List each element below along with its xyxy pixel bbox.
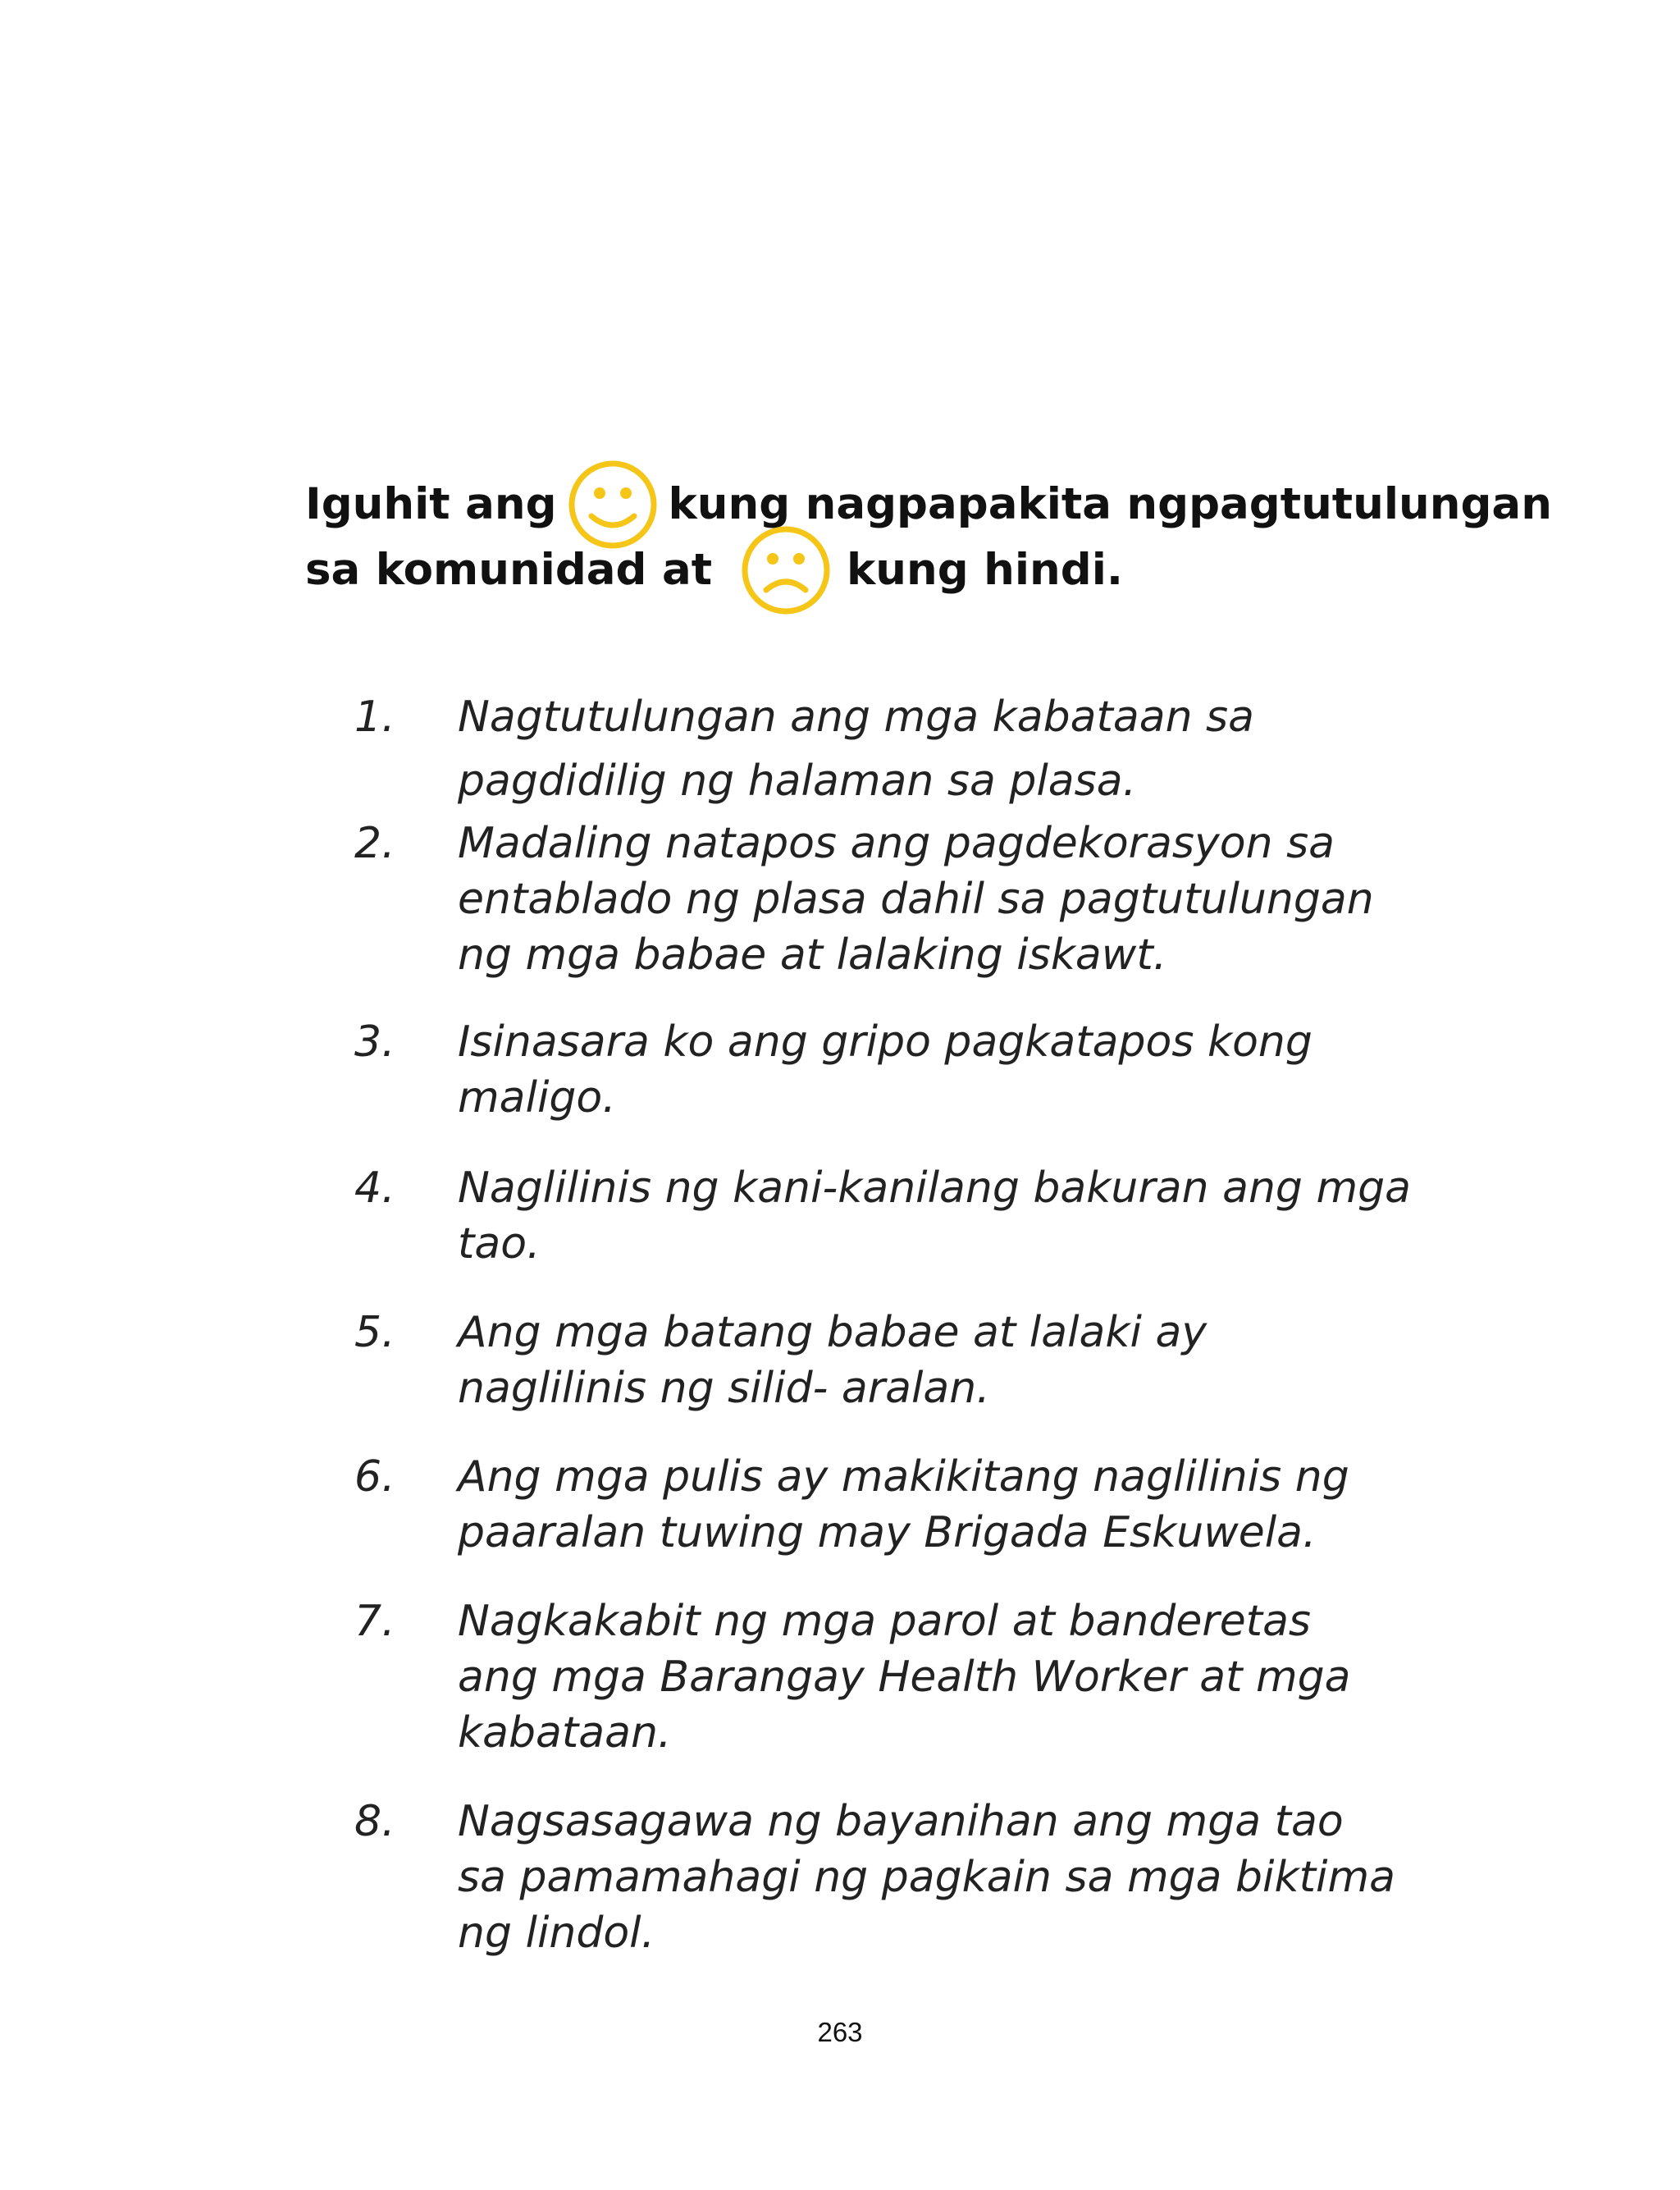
item-text — [458, 1014, 1470, 1126]
sad-face-icon — [740, 524, 832, 616]
instruction-line-2 — [305, 537, 1486, 603]
item-number: 3. — [354, 1017, 395, 1067]
item-number: 6. — [354, 1452, 395, 1502]
list-item — [305, 1014, 1470, 1126]
item-text — [458, 816, 1470, 983]
item-line: naglilinis ng silid- aralan. — [458, 1364, 990, 1413]
item-number: 7. — [354, 1597, 395, 1646]
list-item — [305, 1449, 1470, 1561]
instruction-text: sa komunidad at — [305, 545, 713, 595]
item-line: ng lindol. — [458, 1909, 655, 1958]
item-line: pagdidilig ng halaman sa plasa. — [458, 757, 1137, 806]
item-line: ang mga Barangay Health Worker at mga — [458, 1653, 1351, 1702]
instruction-line-1 — [305, 472, 1552, 537]
instruction — [305, 472, 1552, 603]
list-item — [305, 689, 1470, 809]
item-number: 1. — [354, 693, 395, 742]
item-line: maligo. — [458, 1073, 616, 1122]
item-number: 8. — [354, 1797, 395, 1846]
item-line: sa pamamahagi ng pagkain sa mga biktima — [458, 1853, 1395, 1902]
item-line: kabataan. — [458, 1708, 672, 1758]
item-line: Ang mga pulis ay makikitang naglilinis ng — [458, 1452, 1349, 1502]
list-item — [305, 1160, 1470, 1272]
item-line: Nagtutulungan ang mga kabataan sa — [458, 693, 1255, 742]
item-line: Madaling natapos ang pagdekorasyon sa — [458, 819, 1335, 868]
item-number: 4. — [354, 1164, 395, 1213]
item-text — [458, 1593, 1470, 1761]
item-line: tao. — [458, 1219, 541, 1269]
item-text — [458, 1160, 1470, 1272]
item-line: Naglilinis ng kani-kanilang bakuran ang mga — [458, 1164, 1411, 1213]
instruction-text: Iguhit ang — [305, 479, 557, 529]
item-line: Ang mga batang babae at lalaki ay — [458, 1308, 1208, 1357]
instruction-text: kung hindi. — [847, 545, 1124, 595]
list-item — [305, 816, 1470, 983]
list-item — [305, 1305, 1470, 1416]
item-line: ng mga babae at lalaking iskawt. — [458, 930, 1167, 980]
item-text — [458, 1794, 1470, 1961]
item-line: Nagkakabit ng mga parol at banderetas — [458, 1597, 1312, 1646]
list-item — [305, 1794, 1470, 1961]
item-text — [458, 1305, 1470, 1416]
item-line: Nagsasagawa ng bayanihan ang mga tao — [458, 1797, 1344, 1846]
item-number: 2. — [354, 819, 395, 868]
item-line: paaralan tuwing may Brigada Eskuwela. — [458, 1508, 1317, 1557]
list-item — [305, 1593, 1470, 1761]
page-number: 263 — [817, 2017, 863, 2047]
item-text — [458, 689, 1470, 809]
item-number: 5. — [354, 1308, 395, 1357]
instruction-text: kung nagpapakita ngpagtutulungan — [668, 479, 1552, 529]
item-text — [458, 1449, 1470, 1561]
item-line: Isinasara ko ang gripo pagkatapos kong — [458, 1017, 1312, 1067]
item-line: entablado ng plasa dahil sa pagtutulungan — [458, 875, 1374, 924]
